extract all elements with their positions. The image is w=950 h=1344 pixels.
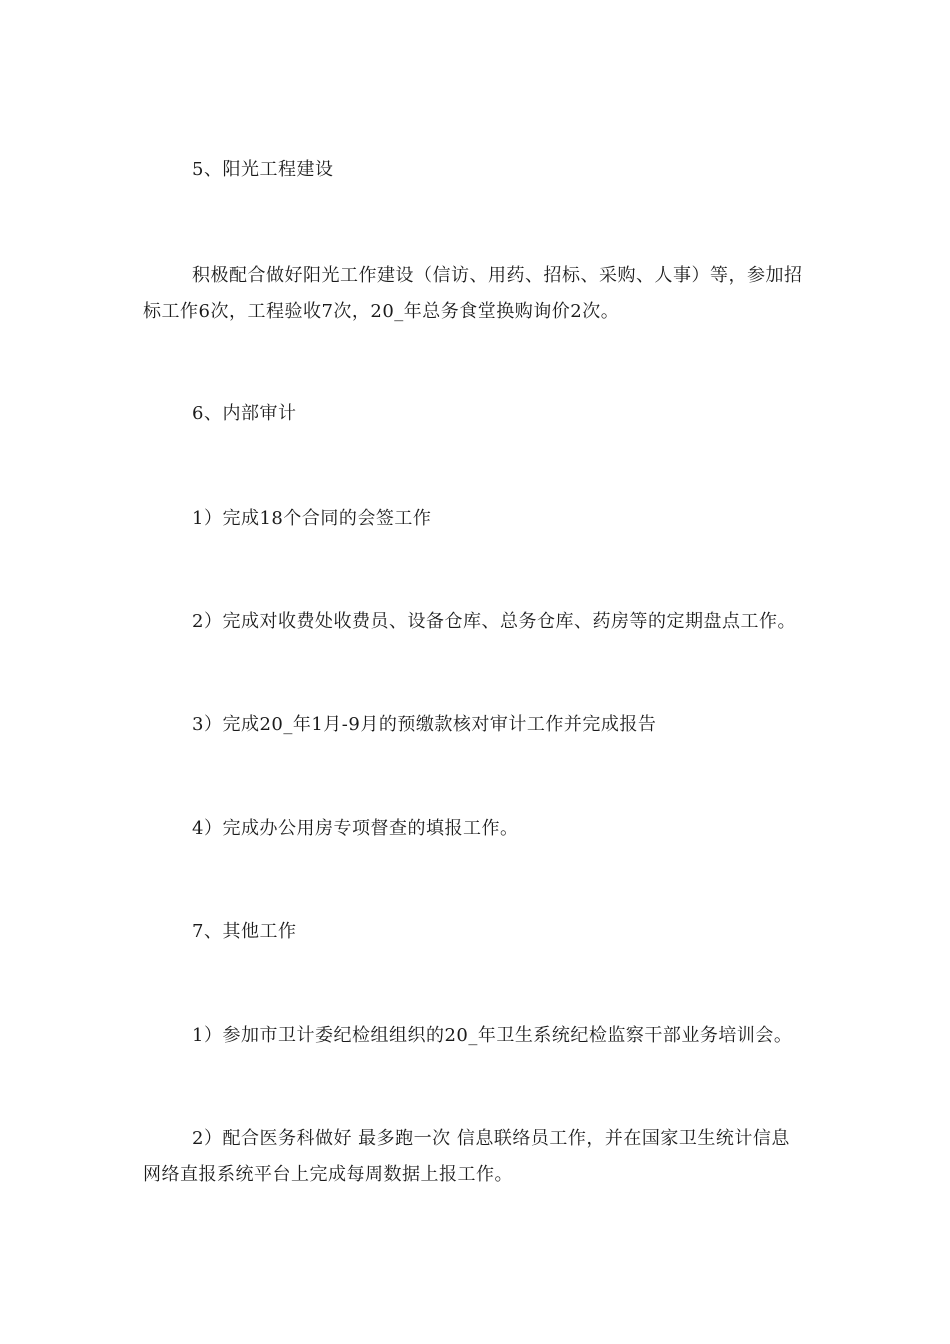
section-heading-internal-audit: 6、内部审计 — [192, 403, 297, 424]
paragraph-sunshine-project: 积极配合做好阳光工作建设（信访、用药、招标、采购、人事）等，参加招标工作6次，工程验收7次，20_年总务食堂换购询价2次。 — [143, 265, 803, 322]
section-heading-other-work: 7、其他工作 — [192, 921, 297, 942]
list-item-audit-2: 2）完成对收费处收费员、设备仓库、总务仓库、药房等的定期盘点工作。 — [192, 611, 796, 632]
list-item-audit-1: 1）完成18个合同的会签工作 — [192, 508, 432, 529]
list-item-other-2: 2）配合医务科做好 最多跑一次 信息联络员工作，并在国家卫生统计信息网络直报系统平台上完成每周数据上报工作。 — [143, 1128, 790, 1185]
list-item-audit-3: 3）完成20_年1月-9月的预缴款核对审计工作并完成报告 — [192, 714, 657, 735]
section-heading-sunshine-project: 5、阳光工程建设 — [192, 159, 334, 180]
list-item-audit-4: 4）完成办公用房专项督查的填报工作。 — [192, 818, 519, 839]
list-item-other-1: 1）参加市卫计委纪检组组织的20_年卫生系统纪检监察干部业务培训会。 — [192, 1025, 793, 1046]
